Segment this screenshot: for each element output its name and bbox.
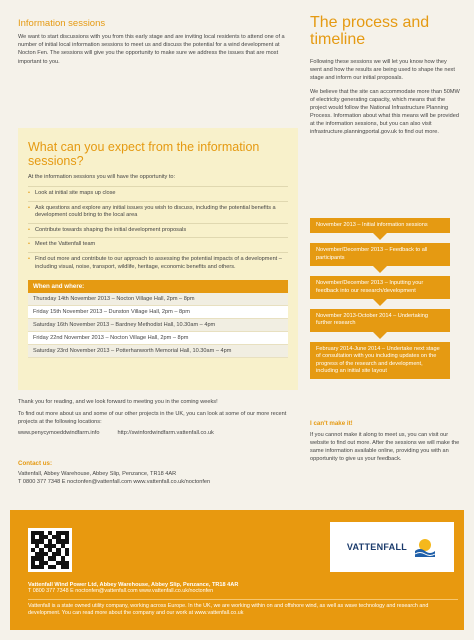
when-heading: When and where: <box>28 280 288 293</box>
footer-band <box>10 510 464 630</box>
session-row: Thursday 14th November 2013 – Nocton Village Hall, 2pm – 8pm <box>28 293 288 306</box>
timeline-step: November/December 2013 – Inputting your feedback into our research/development <box>310 276 450 299</box>
info-body: We want to start discussions with you from this early stage and are inviting local residents to attend one of a number of initial local information sessions to meet us and discuss the potential for a wind development at Nocton Fen. The sessions will give you the opportunity to make sure we address the issues that are most important to you. <box>18 34 285 65</box>
process-p1: Following these sessions we will let you know how they went and how the results are being used to shape the next stage and inform our initial proposals. <box>310 59 455 81</box>
process-heading: The process and timeline <box>310 14 430 48</box>
footer-company: Vattenfall Wind Power Ltd, Abbey Warehouse, Abbey Slip, Penzance, TR18 4AR <box>28 582 239 588</box>
expect-heading: What can you expect from the information sessions? <box>28 140 260 168</box>
timeline-steps <box>310 218 450 389</box>
contact-phone-line: T 0800 377 7348 E noctonfen@vattenfall.com www.vattenfall.co.uk/noctonfen <box>18 479 211 485</box>
session-row: Saturday 16th November 2013 – Bardney Methodist Hall, 10.30am – 4pm <box>28 319 288 332</box>
logo-text: VATTENFALL <box>346 542 408 552</box>
timeline-step: November 2013-October 2014 – Undertaking further research <box>310 309 450 332</box>
project-links <box>18 430 303 436</box>
cant-heading: I can't make it! <box>310 420 353 427</box>
footer-phone-line: T 0800 377 7348 E noctonfen@vattenfall.com www.vattenfall.co.uk/noctonfen <box>28 588 214 594</box>
more-text: To find out more about us and some of our other projects in the UK, you can look at some of our more recent projects at the following locations: <box>18 411 287 425</box>
contact-section <box>18 460 303 486</box>
sessions-list <box>18 293 298 358</box>
timeline-step: November/December 2013 – Feedback to all participants <box>310 243 450 266</box>
closing-section <box>18 398 303 436</box>
expect-bullets <box>18 186 298 274</box>
footer-about: Vattenfall is a state owned utility company, working across Europe. In the UK, we are working within on and offshore wind, as well as wave technology and research and development. You can read more about the company and our work at www.vattenfall.co.uk <box>28 602 429 617</box>
bullet-item: • Contribute towards shaping the initial development proposals <box>28 223 288 238</box>
bullet-item: • Meet the Vattenfall team <box>28 237 288 252</box>
cant-make-it-section <box>310 420 460 463</box>
contact-title: Contact us: <box>18 460 53 467</box>
bullet-item: • Look at initial site maps up close <box>28 186 288 201</box>
thanks-text: Thank you for reading, and we look forward to meeting you in the coming weeks! <box>18 399 218 405</box>
footer-text <box>28 582 458 618</box>
vattenfall-logo <box>330 522 454 572</box>
contact-address: Vattenfall, Abbey Warehouse, Abbey Slip, Penzance, TR18 4AR <box>18 471 177 477</box>
info-section <box>18 18 298 66</box>
footer-divider <box>28 599 458 600</box>
cant-body: If you cannot make it along to meet us, you can visit our website to find out more. After the sessions we will make the same information available online, providing you with an opportunity to give us your feedback. <box>310 432 460 462</box>
session-row: Friday 15th November 2013 – Dunston Village Hall, 2pm – 8pm <box>28 306 288 319</box>
info-heading: Information sessions <box>18 18 106 29</box>
project-link-1[interactable]: www.penycymoeddwindfarm.info <box>18 430 100 436</box>
bullet-item: • Ask questions and explore any initial issues you wish to discuss, including the potential benefits a development could bring to the local area <box>28 201 288 223</box>
session-row: Friday 22nd November 2013 – Nocton Village Hall, 2pm – 8pm <box>28 332 288 345</box>
project-link-2[interactable]: http://swinfordwindfarm.vattenfall.co.uk <box>117 430 214 436</box>
sun-wave-icon <box>413 535 437 559</box>
session-row: Saturday 23rd November 2013 – Potterhanworth Memorial Hall, 10.30am – 4pm <box>28 345 288 358</box>
bullet-item: • Find out more and contribute to our approach to assessing the potential impacts of a development – including visual, noise, transport, wildlife, heritage, economic benefits and others. <box>28 252 288 274</box>
expect-lead: At the information sessions you will have the opportunity to: <box>28 174 176 180</box>
timeline-step: November 2013 – Initial information sessions <box>310 218 450 233</box>
process-section <box>310 14 460 142</box>
expect-panel <box>18 128 298 390</box>
timeline-step: February 2014-June 2014 – Undertake next stage of consultation with you including updates on the progress of the research and development, including an initial site layout <box>310 342 450 380</box>
process-p2: We believe that the site can accommodate more than 50MW of electricity generating capacity, which means that the project would follow the National Infrastructure Planning Process. Information about what this means will be provided at the information sessions, but you can also visit infrastructure.planningportal.gov.uk to find out more. <box>310 89 460 135</box>
qr-code[interactable] <box>28 528 72 572</box>
